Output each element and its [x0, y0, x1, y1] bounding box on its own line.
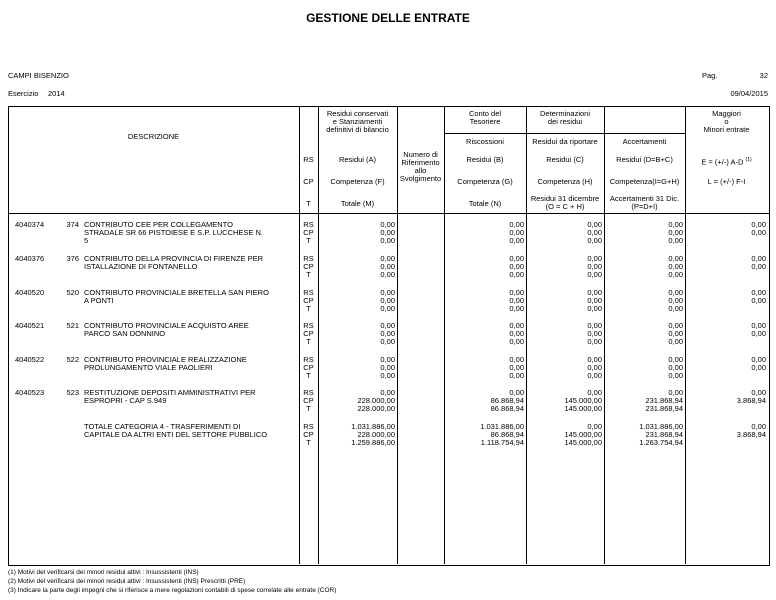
- header-competenza-h: Competenza (H): [537, 177, 593, 186]
- row-value-c: 0,00: [587, 228, 602, 237]
- header-riscossioni: Riscossioni: [466, 137, 504, 146]
- row-value-d: 0,00: [668, 337, 683, 346]
- row-value-c: 0,00: [587, 321, 602, 330]
- row-value-a: 0,00: [380, 262, 395, 271]
- row-value-c: 0,00: [587, 288, 602, 297]
- footnote-2: (2) Motivi del verificarsi dei minori residui attivi : Insussistenti (INS) Prescritti (PRE): [8, 578, 246, 585]
- row-value-c: 0,00: [587, 388, 602, 397]
- row-value-d: 0,00: [668, 220, 683, 229]
- row-value-d: 0,00: [668, 270, 683, 279]
- row-value-c: 0,00: [587, 270, 602, 279]
- row-value-c: 0,00: [587, 422, 602, 431]
- row-value-b: 0,00: [509, 329, 524, 338]
- row-description: A PONTI: [84, 296, 114, 305]
- row-code: 4040522: [15, 355, 45, 364]
- row-value-b: 0,00: [509, 371, 524, 380]
- row-value-b: 0,00: [509, 355, 524, 364]
- row-value-e: 0,00: [751, 388, 766, 397]
- row-value-b: 1.031.886,00: [480, 422, 524, 431]
- row-value-a: 0,00: [380, 254, 395, 263]
- row-value-a: 0,00: [380, 288, 395, 297]
- row-type: CP: [303, 262, 314, 271]
- row-type: T: [306, 337, 311, 346]
- row-type: CP: [303, 296, 314, 305]
- row-type: RS: [303, 321, 314, 330]
- row-value-b: 0,00: [509, 228, 524, 237]
- row-value-a: 0,00: [380, 304, 395, 313]
- row-description: PARCO SAN DONNINO: [84, 329, 166, 338]
- row-number: 521: [66, 321, 79, 330]
- row-value-d: 0,00: [668, 296, 683, 305]
- row-value-e: 0,00: [751, 329, 766, 338]
- row-description: CONTRIBUTO PROVINCIALE REALIZZAZIONE: [84, 355, 247, 364]
- header-residui-d: Residui (D=B+C): [616, 155, 673, 164]
- row-description: ISTALLAZIONE DI FONTANELLO: [84, 262, 198, 271]
- row-description: CAPITALE DA ALTRI ENTI DEL SETTORE PUBBLICO: [84, 430, 268, 439]
- row-value-e: 0,00: [751, 321, 766, 330]
- row-type: CP: [303, 228, 314, 237]
- row-value-d: 0,00: [668, 254, 683, 263]
- row-value-e: 3.868,94: [736, 430, 766, 439]
- row-value-c: 145.000,00: [564, 430, 602, 439]
- row-code: 4040520: [15, 288, 45, 297]
- row-value-b: 0,00: [509, 337, 524, 346]
- row-value-a: 0,00: [380, 371, 395, 380]
- header-residui-a: Residui (A): [338, 155, 377, 164]
- header-e-formula: E = (+/-) A-D $^{(1)}$: [701, 157, 752, 167]
- row-value-c: 145.000,00: [564, 438, 602, 447]
- row-value-a: 228.000,00: [357, 430, 395, 439]
- row-value-a: 1.259.886,00: [351, 438, 395, 447]
- row-type: T: [306, 236, 311, 245]
- page-number: 32: [759, 71, 768, 80]
- row-description: CONTRIBUTO DELLA PROVINCIA DI FIRENZE PER: [84, 254, 264, 263]
- footnote-1: (1) Motivi del verificarsi dei minori residui attivi : Insussistenti (INS): [8, 569, 199, 576]
- row-value-a: 1.031.886,00: [351, 422, 395, 431]
- row-type: T: [306, 438, 311, 447]
- header-residui-31: Residui 31 dicembre (O = C + H): [530, 194, 600, 211]
- row-type: RS: [303, 388, 314, 397]
- row-type: T: [306, 304, 311, 313]
- row-type: CP: [303, 396, 314, 405]
- page-title: GESTIONE DELLE ENTRATE: [306, 11, 470, 25]
- row-code: 4040521: [15, 321, 45, 330]
- row-value-d: 0,00: [668, 329, 683, 338]
- row-value-d: 0,00: [668, 371, 683, 380]
- row-type: RS: [303, 355, 314, 364]
- row-value-b: 0,00: [509, 321, 524, 330]
- row-number: 523: [66, 388, 79, 397]
- row-value-c: 0,00: [587, 296, 602, 305]
- row-type: RS: [303, 254, 314, 263]
- row-description: CONTRIBUTO PROVINCIALE BRETELLA SAN PIERO: [84, 288, 269, 297]
- row-value-a: 0,00: [380, 388, 395, 397]
- row-value-a: 0,00: [380, 329, 395, 338]
- row-value-d: 0,00: [668, 363, 683, 372]
- header-accertamenti: Accertamenti: [622, 137, 667, 146]
- header-numero-riferimento: Numero di Riferimento allo Svolgimento: [399, 150, 442, 183]
- esercizio-value: 2014: [48, 89, 65, 98]
- row-number: 522: [66, 355, 79, 364]
- row-description: STRADALE SR 66 PISTOIESE E S.P. LUCCHESE N.: [84, 228, 263, 237]
- row-value-c: 0,00: [587, 254, 602, 263]
- header-residui-c: Residui (C): [546, 155, 584, 164]
- header-competenza-f: Competenza (F): [330, 177, 385, 186]
- header-competenza-i: Competenza(I=G+H): [609, 177, 680, 186]
- row-divider: [444, 133, 685, 134]
- row-value-d: 231.868,94: [645, 396, 683, 405]
- row-value-c: 0,00: [587, 304, 602, 313]
- row-value-d: 0,00: [668, 236, 683, 245]
- header-totale-m: Totale (M): [340, 199, 375, 208]
- header-competenza-g: Competenza (G): [457, 177, 513, 186]
- row-value-b: 0,00: [509, 262, 524, 271]
- row-value-b: 0,00: [509, 288, 524, 297]
- header-t: T: [306, 199, 311, 208]
- row-type: RS: [303, 220, 314, 229]
- header-totale-n: Totale (N): [468, 199, 502, 208]
- header-cp: CP: [303, 177, 314, 186]
- header-residui-b: Residui (B): [466, 155, 504, 164]
- row-value-a: 228.000,00: [357, 396, 395, 405]
- header-maggiori-minori: Maggiori o Minori entrate: [703, 109, 750, 134]
- row-value-a: 228.000,00: [357, 404, 395, 413]
- row-description: CONTRIBUTO CEE PER COLLEGAMENTO: [84, 220, 233, 229]
- row-value-d: 231.868,94: [645, 404, 683, 413]
- header-determinazioni: Determinazioni dei residui: [539, 109, 591, 126]
- row-value-d: 0,00: [668, 388, 683, 397]
- row-value-b: 0,00: [509, 363, 524, 372]
- header-descrizione: DESCRIZIONE: [127, 132, 180, 141]
- row-value-e: 0,00: [751, 288, 766, 297]
- row-value-e: 0,00: [751, 355, 766, 364]
- header-accert-31: Accertamenti 31 Dic. (P=D+I): [609, 194, 680, 211]
- row-description: RESTITUZIONE DEPOSITI AMMINISTRATIVI PER: [84, 388, 256, 397]
- row-number: 376: [66, 254, 79, 263]
- row-value-a: 0,00: [380, 296, 395, 305]
- row-value-d: 0,00: [668, 321, 683, 330]
- row-value-a: 0,00: [380, 363, 395, 372]
- row-number: 520: [66, 288, 79, 297]
- row-value-c: 0,00: [587, 371, 602, 380]
- row-type: CP: [303, 363, 314, 372]
- row-value-d: 0,00: [668, 228, 683, 237]
- row-value-b: 0,00: [509, 304, 524, 313]
- row-code: 4040523: [15, 388, 45, 397]
- row-value-a: 0,00: [380, 270, 395, 279]
- header-l-formula: L = (+/-) F-I: [707, 177, 746, 186]
- row-value-c: 0,00: [587, 262, 602, 271]
- row-description: PROLUNGAMENTO VIALE PAOLIERI: [84, 363, 213, 372]
- row-value-b: 0,00: [509, 236, 524, 245]
- page-label: Pag.: [702, 71, 718, 80]
- esercizio-label: Esercizio: [8, 89, 39, 98]
- row-value-d: 1.031.886,00: [639, 422, 683, 431]
- row-description: ESPROPRI - CAP S.949: [84, 396, 167, 405]
- row-value-d: 0,00: [668, 355, 683, 364]
- header-residui-riportare: Residui da riportare: [532, 137, 598, 146]
- row-type: T: [306, 371, 311, 380]
- row-value-a: 0,00: [380, 228, 395, 237]
- row-value-b: 86.868,94: [490, 430, 524, 439]
- row-description: CONTRIBUTO PROVINCIALE ACQUISTO AREE: [84, 321, 249, 330]
- row-value-d: 0,00: [668, 288, 683, 297]
- row-type: CP: [303, 430, 314, 439]
- row-value-c: 0,00: [587, 220, 602, 229]
- row-value-e: 0,00: [751, 363, 766, 372]
- row-number: 374: [66, 220, 79, 229]
- row-type: CP: [303, 329, 314, 338]
- header-bottom: [8, 213, 769, 214]
- row-value-a: 0,00: [380, 321, 395, 330]
- row-value-b: 1.118.754,94: [480, 438, 524, 447]
- row-value-e: 0,00: [751, 296, 766, 305]
- row-description: TOTALE CATEGORIA 4 - TRASFERIMENTI DI: [84, 422, 241, 431]
- row-value-c: 0,00: [587, 236, 602, 245]
- print-date: 09/04/2015: [730, 89, 768, 98]
- row-value-a: 0,00: [380, 337, 395, 346]
- row-value-e: 0,00: [751, 422, 766, 431]
- row-type: RS: [303, 288, 314, 297]
- row-value-a: 0,00: [380, 355, 395, 364]
- row-value-e: 3.868,94: [736, 396, 766, 405]
- row-value-c: 0,00: [587, 355, 602, 364]
- row-value-d: 231.868,94: [645, 430, 683, 439]
- ente-name: CAMPI BISENZIO: [8, 71, 69, 80]
- row-value-e: 0,00: [751, 262, 766, 271]
- row-value-c: 0,00: [587, 329, 602, 338]
- row-value-b: 86.868,94: [490, 396, 524, 405]
- row-value-d: 1.263.754,94: [639, 438, 683, 447]
- row-value-b: 0,00: [509, 254, 524, 263]
- header-rs: RS: [303, 155, 314, 164]
- row-value-b: 0,00: [509, 220, 524, 229]
- row-code: 4040376: [15, 254, 45, 263]
- row-value-e: 0,00: [751, 228, 766, 237]
- header-conto-tesoriere: Conto del Tesoriere: [468, 109, 502, 126]
- row-value-d: 0,00: [668, 262, 683, 271]
- row-value-d: 0,00: [668, 304, 683, 313]
- header-residui-conservati: Residui conservati e Stanziamenti definitivi di bilancio: [326, 109, 389, 134]
- row-type: T: [306, 270, 311, 279]
- row-value-c: 145.000,00: [564, 396, 602, 405]
- footnote-3: (3) Indicare la parte degli impegni che si riferisce a mere regolazioni contabili di spese correlate alle entrate (COR): [8, 587, 337, 594]
- row-value-b: 86.868,94: [490, 404, 524, 413]
- row-value-e: 0,00: [751, 254, 766, 263]
- row-value-b: 0,00: [509, 270, 524, 279]
- row-value-c: 145.000,00: [564, 404, 602, 413]
- row-code: 4040374: [15, 220, 45, 229]
- row-value-a: 0,00: [380, 236, 395, 245]
- row-value-b: 0,00: [509, 388, 524, 397]
- row-type: T: [306, 404, 311, 413]
- row-value-c: 0,00: [587, 363, 602, 372]
- row-description: 5: [84, 236, 89, 245]
- row-type: RS: [303, 422, 314, 431]
- row-value-b: 0,00: [509, 296, 524, 305]
- row-value-e: 0,00: [751, 220, 766, 229]
- row-value-a: 0,00: [380, 220, 395, 229]
- row-value-c: 0,00: [587, 337, 602, 346]
